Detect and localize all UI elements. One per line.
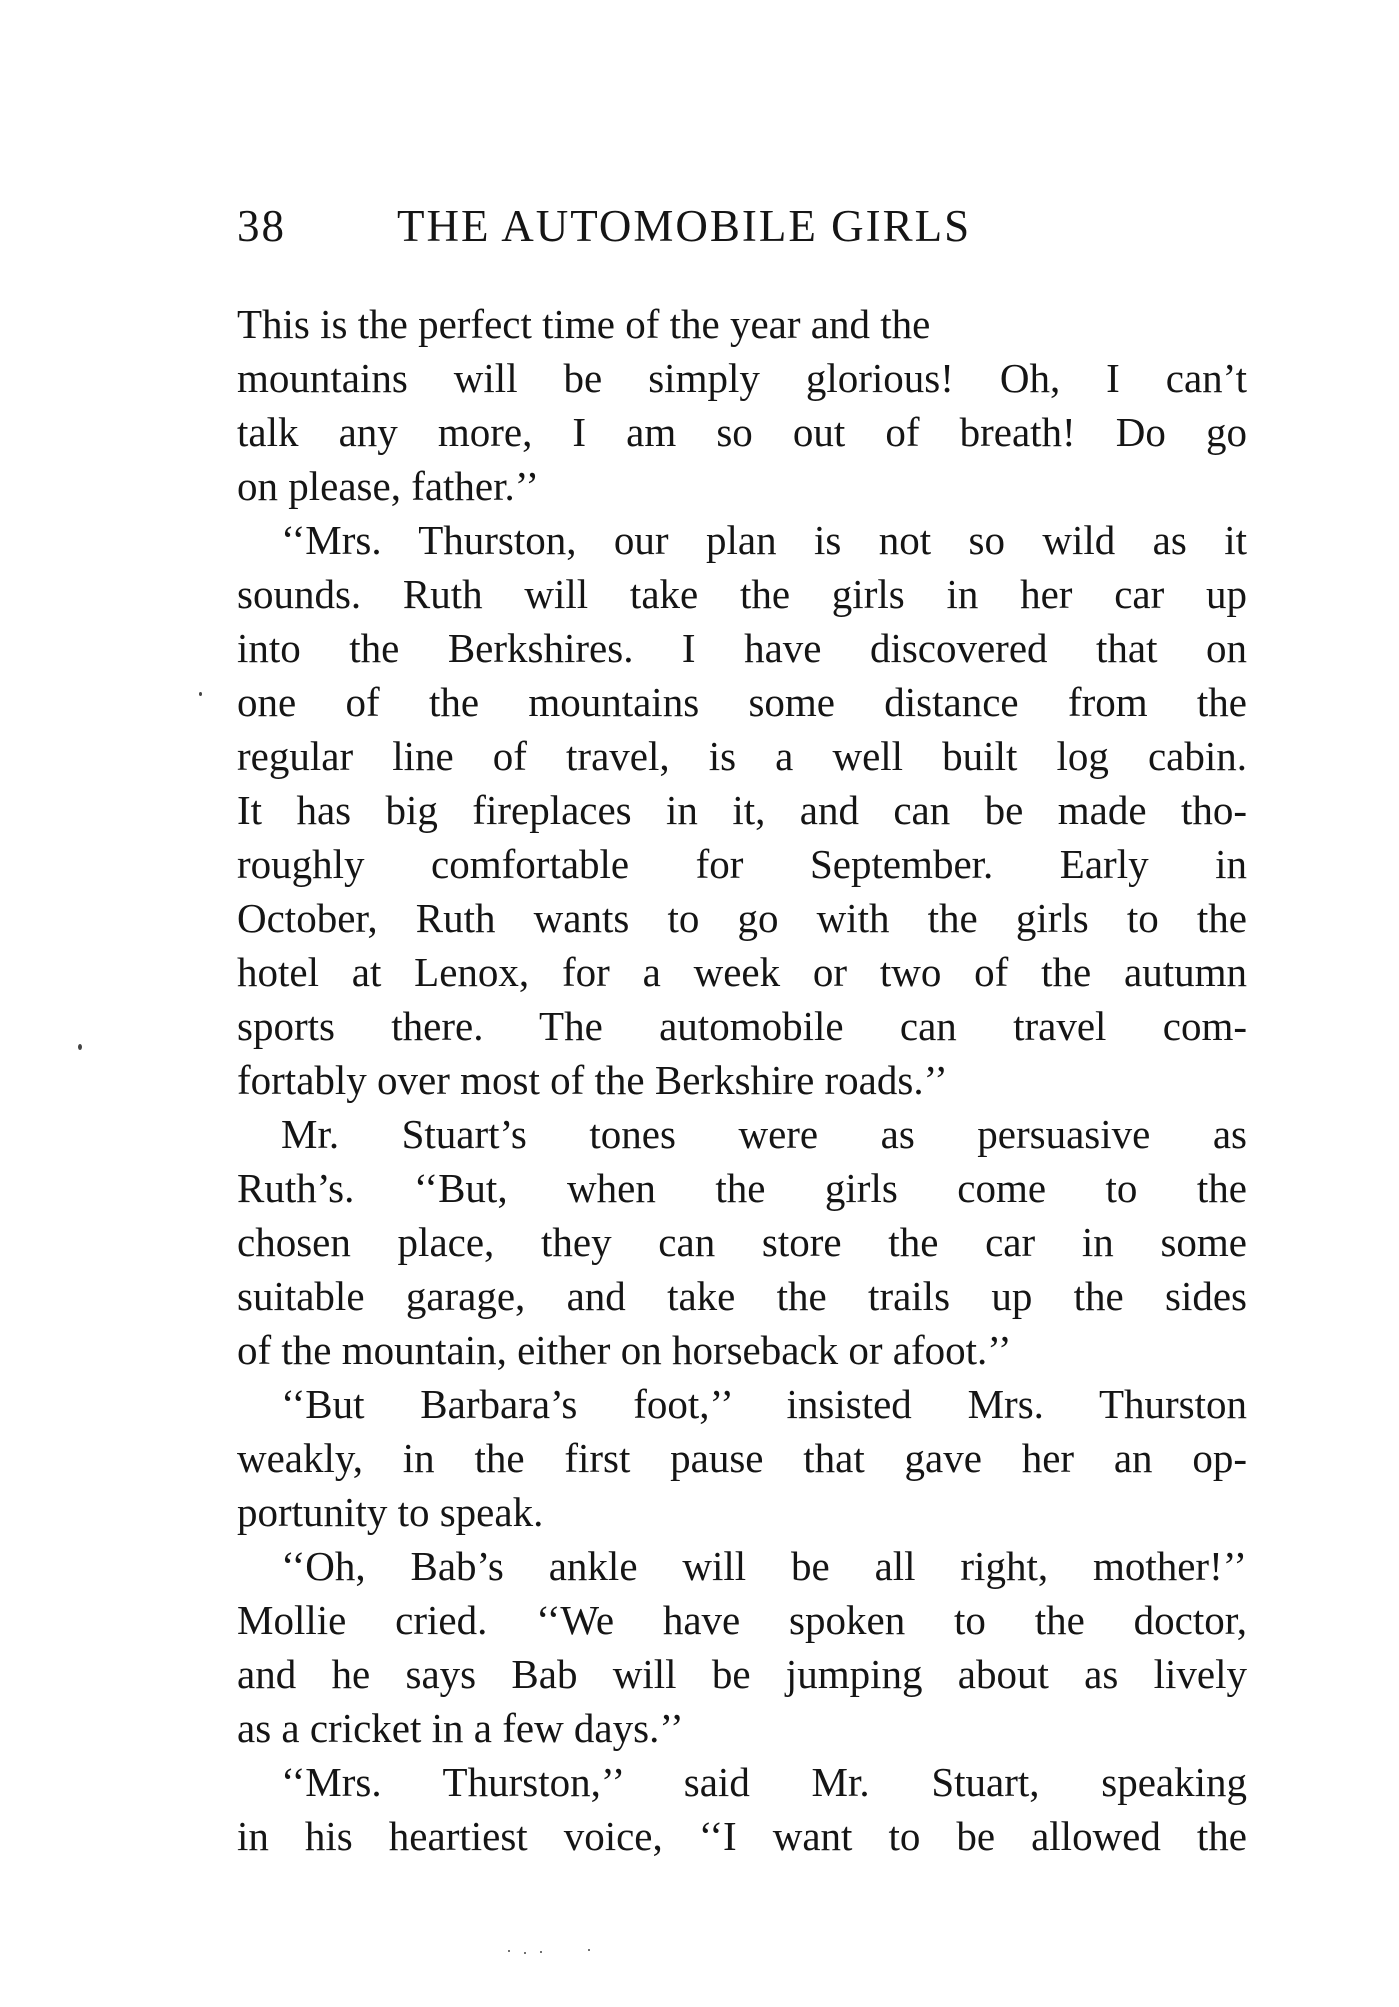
text-line: sounds. Ruth will take the girls in her car up <box>237 571 1247 617</box>
text-line: This is the perfect time of the year and the <box>237 301 931 347</box>
text-line: It has big fireplaces in it, and can be made tho- <box>237 787 1247 833</box>
text-line: and he says Bab will be jumping about as lively <box>237 1651 1247 1697</box>
text-line: of the mountain, either on horseback or afoot.’’ <box>237 1327 1012 1373</box>
paper-speck <box>524 1952 526 1954</box>
text-line: ‘‘Mrs. Thurston, our plan is not so wild as it <box>281 517 1247 563</box>
text-line: as a cricket in a few days.’’ <box>237 1705 684 1751</box>
text-line: one of the mountains some distance from the <box>237 679 1247 725</box>
text-line: weakly, in the first pause that gave her an op- <box>237 1435 1247 1481</box>
text-line: sports there. The automobile can travel com- <box>237 1003 1247 1049</box>
text-line: hotel at Lenox, for a week or two of the autumn <box>237 949 1247 995</box>
text-line: talk any more, I am so out of breath! Do go <box>237 409 1247 455</box>
book-title: THE AUTOMOBILE GIRLS <box>397 201 972 251</box>
paper-speck <box>78 1044 82 1050</box>
text-line: Mr. Stuart’s tones were as persuasive as <box>281 1111 1247 1157</box>
text-line: mountains will be simply glorious! Oh, I can’t <box>237 355 1247 401</box>
paper-speck <box>540 1951 542 1953</box>
page-number: 38 <box>237 201 286 251</box>
text-line: suitable garage, and take the trails up the sides <box>237 1273 1247 1319</box>
text-line: ‘‘Mrs. Thurston,’’ said Mr. Stuart, speaking <box>281 1759 1247 1805</box>
running-head <box>237 196 1247 256</box>
text-line: into the Berkshires. I have discovered that on <box>237 625 1247 671</box>
text-line: regular line of travel, is a well built log cabin. <box>237 733 1247 779</box>
text-line: portunity to speak. <box>237 1489 544 1535</box>
text-line: October, Ruth wants to go with the girls to the <box>237 895 1247 941</box>
text-line: ‘‘But Barbara’s foot,’’ insisted Mrs. Thurston <box>281 1381 1247 1427</box>
text-line: in his heartiest voice, ‘‘I want to be allowed the <box>237 1813 1247 1859</box>
text-line: on please, father.’’ <box>237 463 540 509</box>
paper-speck <box>588 1949 590 1951</box>
text-line: ‘‘Oh, Bab’s ankle will be all right, mother!’’ <box>281 1543 1247 1589</box>
paper-speck <box>199 692 202 696</box>
text-line: fortably over most of the Berkshire roads.’’ <box>237 1057 948 1103</box>
text-line: Ruth’s. ‘‘But, when the girls come to the <box>237 1165 1247 1211</box>
text-line: roughly comfortable for September. Early in <box>237 841 1247 887</box>
paper-speck <box>508 1950 510 1952</box>
body-text <box>237 297 1247 1863</box>
text-line: Mollie cried. ‘‘We have spoken to the doctor, <box>237 1597 1247 1643</box>
text-line: chosen place, they can store the car in some <box>237 1219 1247 1265</box>
